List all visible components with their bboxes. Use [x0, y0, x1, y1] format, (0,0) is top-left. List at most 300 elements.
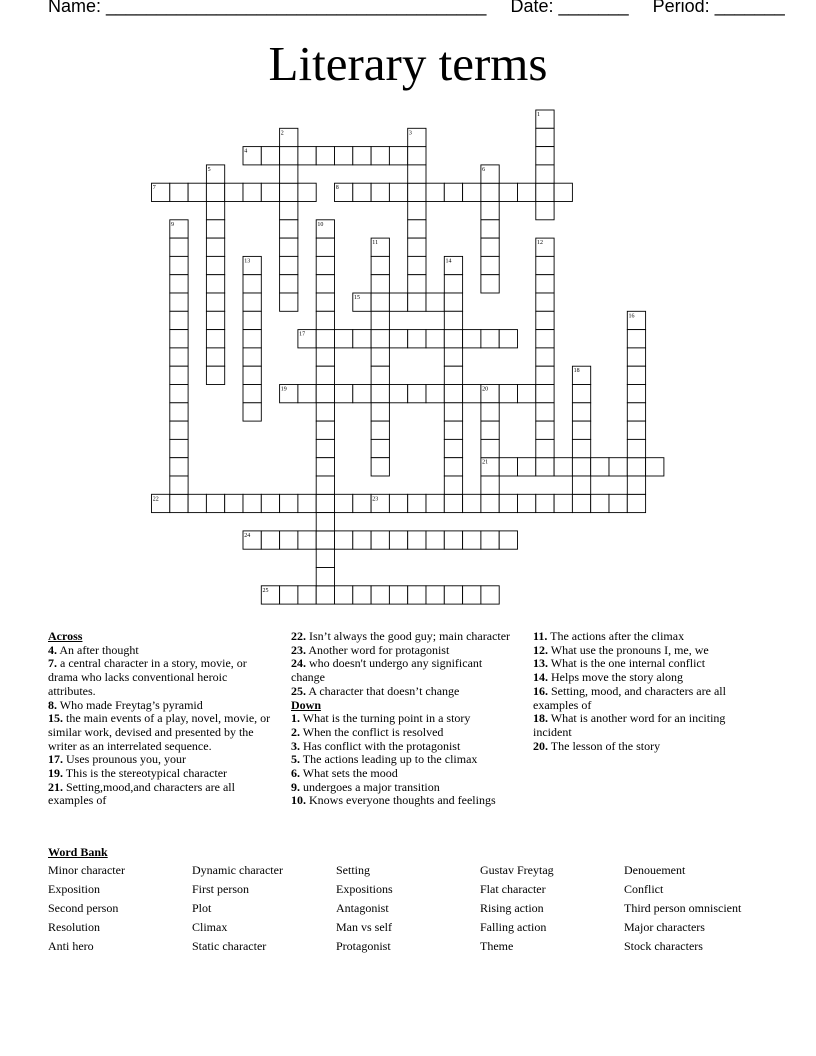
grid-cell[interactable]	[536, 348, 554, 366]
grid-cell[interactable]	[371, 275, 389, 293]
grid-cell[interactable]	[243, 366, 261, 384]
grid-cell[interactable]	[335, 147, 353, 165]
grid-cell[interactable]	[298, 385, 316, 403]
grid-cell[interactable]	[206, 494, 224, 512]
across-clue-list	[48, 644, 276, 808]
grid-cell[interactable]	[627, 476, 645, 494]
grid-cell[interactable]	[335, 494, 353, 512]
grid-cell[interactable]	[408, 531, 426, 549]
grid-cell[interactable]	[316, 385, 334, 403]
grid-cell[interactable]	[481, 330, 499, 348]
grid-cell[interactable]	[316, 238, 334, 256]
grid-cell[interactable]	[206, 256, 224, 274]
word-bank-item: Major characters	[624, 920, 705, 934]
grid-cell[interactable]	[280, 183, 298, 201]
clue-number-label: 16.	[533, 683, 548, 698]
grid-cell[interactable]	[444, 311, 462, 329]
grid-cell[interactable]	[206, 293, 224, 311]
grid-cell[interactable]	[243, 293, 261, 311]
grid-cell[interactable]	[426, 293, 444, 311]
grid-cell[interactable]	[481, 183, 499, 201]
grid-cell[interactable]	[463, 586, 481, 604]
grid-cell[interactable]	[371, 330, 389, 348]
grid-cell[interactable]	[572, 403, 590, 421]
grid-cell[interactable]	[280, 147, 298, 165]
grid-cell[interactable]	[426, 586, 444, 604]
grid-cell[interactable]	[389, 385, 407, 403]
grid-cell[interactable]	[444, 183, 462, 201]
grid-cell[interactable]	[536, 458, 554, 476]
grid-cell[interactable]	[170, 348, 188, 366]
grid-cell[interactable]	[536, 128, 554, 146]
clue-item	[48, 781, 276, 808]
grid-cell[interactable]	[627, 458, 645, 476]
clue-text: When the conflict is resolved	[300, 724, 444, 739]
grid-cell[interactable]	[481, 238, 499, 256]
grid-cell[interactable]	[298, 147, 316, 165]
grid-cell[interactable]	[353, 183, 371, 201]
clue-item	[291, 685, 519, 699]
grid-cell[interactable]	[280, 494, 298, 512]
grid-cell[interactable]	[481, 494, 499, 512]
grid-cell[interactable]	[243, 348, 261, 366]
grid-cell[interactable]	[499, 183, 517, 201]
clue-text: Setting, mood, and characters are all examples of	[533, 683, 726, 712]
grid-cell[interactable]	[536, 202, 554, 220]
clue-item	[533, 685, 765, 712]
grid-cell[interactable]	[609, 494, 627, 512]
grid-cell[interactable]	[426, 385, 444, 403]
grid-cell[interactable]	[371, 385, 389, 403]
clue-text: who doesn't undergo any significant change	[291, 656, 483, 685]
clues-column-3	[533, 630, 765, 753]
clue-number-label: 20.	[533, 738, 548, 753]
grid-cell[interactable]	[463, 494, 481, 512]
grid-cell[interactable]	[408, 220, 426, 238]
grid-cell[interactable]	[481, 586, 499, 604]
grid-cell[interactable]	[353, 330, 371, 348]
grid-cell[interactable]	[408, 385, 426, 403]
grid-cell[interactable]	[627, 439, 645, 457]
grid-cell[interactable]	[298, 183, 316, 201]
grid-cell[interactable]	[170, 439, 188, 457]
grid-cell[interactable]	[335, 330, 353, 348]
grid-cell[interactable]	[389, 147, 407, 165]
grid-cell[interactable]	[188, 494, 206, 512]
grid-cell[interactable]	[572, 385, 590, 403]
clue-number: 20	[482, 386, 489, 393]
clue-number: 7	[152, 185, 156, 192]
grid-cell[interactable]	[481, 439, 499, 457]
clue-number: 6	[482, 166, 486, 173]
clue-item	[533, 657, 765, 671]
grid-cell[interactable]	[371, 439, 389, 457]
grid-cell[interactable]	[389, 586, 407, 604]
grid-cell[interactable]	[280, 531, 298, 549]
grid-cell[interactable]	[444, 275, 462, 293]
grid-cell[interactable]	[536, 439, 554, 457]
grid-cell[interactable]	[426, 531, 444, 549]
grid-cell[interactable]	[481, 220, 499, 238]
name-label: Name:	[48, 0, 102, 16]
clue-number: 18	[573, 368, 580, 375]
clue-item	[291, 740, 519, 754]
grid-cell[interactable]	[536, 366, 554, 384]
grid-cell[interactable]	[627, 385, 645, 403]
grid-cell[interactable]	[389, 183, 407, 201]
grid-cell[interactable]	[371, 311, 389, 329]
word-bank-title: Word Bank	[48, 845, 108, 859]
grid-cell[interactable]	[280, 220, 298, 238]
clue-number: 2	[280, 130, 284, 137]
date-label: Date:	[510, 0, 554, 16]
grid-cell[interactable]	[481, 403, 499, 421]
grid-cell[interactable]	[206, 330, 224, 348]
grid-cell[interactable]	[536, 165, 554, 183]
word-bank-item: Denouement	[624, 863, 686, 877]
grid-cell[interactable]	[444, 494, 462, 512]
grid-cell[interactable]	[170, 476, 188, 494]
date-blank[interactable]: _______	[558, 0, 629, 16]
grid-cell[interactable]	[463, 531, 481, 549]
grid-cell[interactable]	[316, 549, 334, 567]
grid-cell[interactable]	[280, 165, 298, 183]
grid-cell[interactable]	[499, 330, 517, 348]
clue-text: What is another word for an inciting incident	[533, 711, 726, 739]
grid-cell[interactable]	[280, 202, 298, 220]
word-bank-item: Third person omniscient	[624, 901, 742, 915]
grid-cell[interactable]	[536, 147, 554, 165]
grid-cell[interactable]	[206, 348, 224, 366]
clues-column-2	[291, 630, 519, 808]
grid-cell[interactable]	[316, 421, 334, 439]
grid-cell[interactable]	[536, 275, 554, 293]
grid-cell[interactable]	[316, 439, 334, 457]
name-blank[interactable]: ______________________________________	[106, 0, 487, 16]
grid-cell[interactable]	[170, 275, 188, 293]
grid-cell[interactable]	[518, 494, 536, 512]
grid-cell[interactable]	[371, 256, 389, 274]
clue-item	[291, 794, 519, 808]
grid-cell[interactable]	[536, 403, 554, 421]
clue-item	[533, 740, 765, 754]
grid-cell[interactable]	[335, 385, 353, 403]
grid-cell[interactable]	[444, 330, 462, 348]
grid-cell[interactable]	[353, 531, 371, 549]
clue-number-label: 11.	[533, 629, 548, 643]
grid-cell[interactable]	[280, 256, 298, 274]
grid-cell[interactable]	[627, 330, 645, 348]
grid-cell[interactable]	[261, 494, 279, 512]
grid-cell[interactable]	[627, 366, 645, 384]
grid-cell[interactable]	[536, 385, 554, 403]
clues-column-1	[48, 630, 276, 808]
grid-cell[interactable]	[463, 385, 481, 403]
grid-cell[interactable]	[170, 183, 188, 201]
word-bank-item: Plot	[192, 901, 212, 915]
grid-cell[interactable]	[408, 586, 426, 604]
grid-cell[interactable]	[280, 238, 298, 256]
clue-number: 22	[152, 496, 159, 503]
grid-cell[interactable]	[170, 385, 188, 403]
clue-number-label: 24.	[291, 656, 306, 671]
grid-cell[interactable]	[572, 439, 590, 457]
clue-item	[291, 644, 519, 658]
grid-cell[interactable]	[206, 220, 224, 238]
clue-number-label: 9.	[291, 779, 300, 794]
grid-cell[interactable]	[280, 275, 298, 293]
grid-cell[interactable]	[243, 275, 261, 293]
grid-cell[interactable]	[316, 513, 334, 531]
grid-cell[interactable]	[444, 586, 462, 604]
clue-text: a central character in a story, movie, or drama who lacks conventional heroic attributes.	[48, 656, 247, 698]
clue-number-label: 10.	[291, 793, 306, 808]
grid-cell[interactable]	[499, 531, 517, 549]
grid-cell[interactable]	[170, 311, 188, 329]
grid-cell[interactable]	[335, 586, 353, 604]
grid-cell[interactable]	[572, 421, 590, 439]
grid-cell[interactable]	[371, 183, 389, 201]
clue-item	[533, 712, 765, 739]
grid-cell[interactable]	[646, 458, 664, 476]
grid-cell[interactable]	[261, 147, 279, 165]
grid-cell[interactable]	[225, 183, 243, 201]
grid-cell[interactable]	[353, 586, 371, 604]
grid-cell[interactable]	[536, 421, 554, 439]
clue-number-label: 12.	[533, 642, 548, 657]
word-bank-item: Expositions	[336, 882, 393, 896]
grid-cell[interactable]	[408, 256, 426, 274]
grid-cell[interactable]	[225, 494, 243, 512]
word-bank-item: Rising action	[480, 901, 544, 915]
grid-cell[interactable]	[591, 458, 609, 476]
grid-cell[interactable]	[170, 366, 188, 384]
grid-cell[interactable]	[316, 275, 334, 293]
grid-cell[interactable]	[243, 494, 261, 512]
grid-cell[interactable]	[518, 385, 536, 403]
grid-cell[interactable]	[444, 293, 462, 311]
clue-number: 5	[207, 166, 211, 173]
grid-cell[interactable]	[444, 366, 462, 384]
grid-cell[interactable]	[170, 293, 188, 311]
grid-cell[interactable]	[444, 439, 462, 457]
word-bank-item: Minor character	[48, 863, 125, 877]
grid-cell[interactable]	[408, 165, 426, 183]
grid-cell[interactable]	[554, 494, 572, 512]
grid-cell[interactable]	[353, 494, 371, 512]
grid-cell[interactable]	[481, 421, 499, 439]
grid-cell[interactable]	[572, 494, 590, 512]
grid-cell[interactable]	[627, 494, 645, 512]
grid-cell[interactable]	[206, 366, 224, 384]
grid-cell[interactable]	[371, 586, 389, 604]
grid-cell[interactable]	[444, 348, 462, 366]
grid-cell[interactable]	[463, 183, 481, 201]
clue-text: A character that doesn’t change	[306, 683, 460, 698]
clue-number: 25	[262, 587, 269, 594]
grid-cell[interactable]	[408, 494, 426, 512]
word-bank-item: Static character	[192, 939, 267, 953]
grid-cell[interactable]	[170, 330, 188, 348]
grid-cell[interactable]	[280, 293, 298, 311]
grid-cell[interactable]	[170, 494, 188, 512]
grid-cell[interactable]	[206, 202, 224, 220]
grid-cell[interactable]	[371, 403, 389, 421]
grid-cell[interactable]	[408, 238, 426, 256]
grid-cell[interactable]	[353, 385, 371, 403]
grid-cell[interactable]	[389, 531, 407, 549]
grid-cell[interactable]	[408, 293, 426, 311]
grid-cell[interactable]	[481, 202, 499, 220]
grid-cell[interactable]	[627, 348, 645, 366]
grid-cell[interactable]	[206, 311, 224, 329]
grid-cell[interactable]	[316, 147, 334, 165]
grid-cell[interactable]	[316, 586, 334, 604]
grid-cell[interactable]	[371, 147, 389, 165]
grid-cell[interactable]	[243, 403, 261, 421]
grid-cell[interactable]	[481, 275, 499, 293]
grid-cell[interactable]	[316, 403, 334, 421]
grid-cell[interactable]	[444, 458, 462, 476]
grid-cell[interactable]	[591, 494, 609, 512]
clue-text: Helps move the story along	[548, 670, 683, 685]
word-bank-item: Protagonist	[336, 939, 391, 953]
grid-cell[interactable]	[536, 311, 554, 329]
grid-cell[interactable]	[536, 183, 554, 201]
clue-item	[291, 726, 519, 740]
grid-cell[interactable]	[298, 494, 316, 512]
grid-cell[interactable]	[389, 330, 407, 348]
grid-cell[interactable]	[389, 293, 407, 311]
clue-text: The actions after the climax	[547, 629, 685, 643]
grid-cell[interactable]	[408, 183, 426, 201]
grid-cell[interactable]	[444, 403, 462, 421]
page-title: Literary terms	[268, 36, 548, 91]
grid-cell[interactable]	[170, 238, 188, 256]
grid-cell[interactable]	[261, 183, 279, 201]
word-bank-item: Climax	[192, 920, 228, 934]
grid-cell[interactable]	[353, 147, 371, 165]
grid-cell[interactable]	[243, 385, 261, 403]
grid-cell[interactable]	[627, 403, 645, 421]
grid-cell[interactable]	[316, 494, 334, 512]
grid-cell[interactable]	[316, 256, 334, 274]
grid-cell[interactable]	[170, 421, 188, 439]
grid-cell[interactable]	[371, 458, 389, 476]
clue-item	[291, 753, 519, 767]
grid-cell[interactable]	[444, 385, 462, 403]
grid-cell[interactable]	[206, 183, 224, 201]
grid-cell[interactable]	[408, 330, 426, 348]
grid-cell[interactable]	[371, 421, 389, 439]
grid-cell[interactable]	[243, 183, 261, 201]
grid-cell[interactable]	[481, 531, 499, 549]
grid-cell[interactable]	[316, 476, 334, 494]
grid-cell[interactable]	[426, 494, 444, 512]
grid-cell[interactable]	[316, 311, 334, 329]
grid-cell[interactable]	[170, 256, 188, 274]
grid-cell[interactable]	[518, 183, 536, 201]
grid-cell[interactable]	[316, 293, 334, 311]
word-bank-item: Conflict	[624, 882, 664, 896]
grid-cell[interactable]	[280, 586, 298, 604]
clue-item	[48, 753, 276, 767]
grid-cell[interactable]	[206, 275, 224, 293]
clue-number: 11	[372, 240, 379, 247]
grid-cell[interactable]	[316, 531, 334, 549]
clue-number: 10	[317, 221, 324, 228]
down-heading: Down	[291, 697, 322, 712]
clue-text: What sets the mood	[300, 766, 398, 781]
grid-cell[interactable]	[371, 348, 389, 366]
grid-cell[interactable]	[499, 494, 517, 512]
grid-cell[interactable]	[316, 568, 334, 586]
grid-cell[interactable]	[188, 183, 206, 201]
grid-cell[interactable]	[444, 421, 462, 439]
grid-cell[interactable]	[536, 293, 554, 311]
clue-number: 3	[408, 130, 412, 137]
grid-cell[interactable]	[499, 458, 517, 476]
clue-number-label: 5.	[291, 752, 300, 767]
grid-cell[interactable]	[554, 183, 572, 201]
period-blank[interactable]: _______	[714, 0, 785, 16]
grid-cell[interactable]	[243, 330, 261, 348]
grid-cell[interactable]	[463, 330, 481, 348]
grid-cell[interactable]	[298, 531, 316, 549]
clue-text: Isn’t always the good guy; main character	[306, 629, 511, 643]
grid-cell[interactable]	[481, 256, 499, 274]
clue-item	[291, 712, 519, 726]
grid-cell[interactable]	[536, 256, 554, 274]
grid-cell[interactable]	[316, 366, 334, 384]
grid-cell[interactable]	[499, 385, 517, 403]
grid-cell[interactable]	[554, 458, 572, 476]
grid-cell[interactable]	[572, 458, 590, 476]
grid-cell[interactable]	[481, 476, 499, 494]
clue-text: What is the turning point in a story	[300, 711, 471, 726]
grid-cell[interactable]	[316, 348, 334, 366]
grid-cell[interactable]	[536, 330, 554, 348]
clue-item	[533, 630, 765, 644]
grid-cell[interactable]	[572, 476, 590, 494]
grid-cell[interactable]	[518, 458, 536, 476]
grid-cell[interactable]	[170, 403, 188, 421]
clue-number: 13	[244, 258, 251, 265]
grid-cell[interactable]	[408, 147, 426, 165]
grid-cell[interactable]	[408, 202, 426, 220]
grid-cell[interactable]	[444, 531, 462, 549]
grid-cell[interactable]	[371, 531, 389, 549]
grid-cell[interactable]	[371, 293, 389, 311]
grid-cell[interactable]	[170, 458, 188, 476]
grid-cell[interactable]	[426, 183, 444, 201]
grid-cell[interactable]	[609, 458, 627, 476]
grid-cell[interactable]	[261, 531, 279, 549]
grid-cell[interactable]	[335, 531, 353, 549]
grid-cell[interactable]	[316, 458, 334, 476]
grid-cell[interactable]	[426, 330, 444, 348]
grid-cell[interactable]	[316, 330, 334, 348]
grid-cell[interactable]	[389, 494, 407, 512]
grid-cell[interactable]	[627, 421, 645, 439]
grid-cell[interactable]	[371, 366, 389, 384]
grid-cell[interactable]	[536, 494, 554, 512]
grid-cell[interactable]	[444, 476, 462, 494]
grid-cell[interactable]	[298, 586, 316, 604]
grid-cell[interactable]	[243, 311, 261, 329]
grid-cell[interactable]	[408, 275, 426, 293]
grid-cell[interactable]	[206, 238, 224, 256]
